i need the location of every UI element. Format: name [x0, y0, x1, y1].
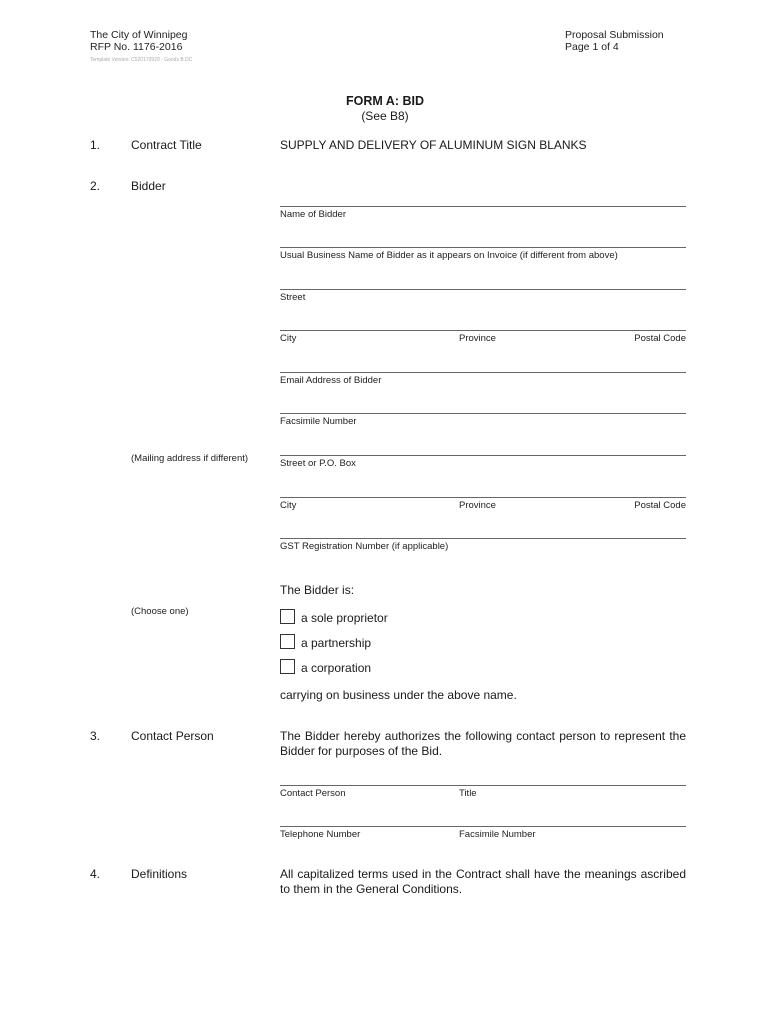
mailing-city-caption: City [280, 500, 297, 511]
name-of-bidder-line[interactable] [280, 206, 686, 207]
email-caption: Email Address of Bidder [280, 375, 382, 386]
sole-proprietor-checkbox[interactable] [280, 609, 295, 624]
fax-caption: Facsimile Number [280, 416, 357, 427]
mailing-street-caption: Street or P.O. Box [280, 458, 356, 469]
mailing-province-caption: Province [459, 500, 496, 511]
form-subtitle: (See B8) [361, 109, 409, 123]
corporation-checkbox[interactable] [280, 659, 295, 674]
section-number: 4. [90, 867, 101, 881]
header-template-version: Template Version: C520170929 - Goods B.DC [90, 57, 193, 63]
city-caption: City [280, 333, 297, 344]
contact-person-line[interactable] [280, 785, 686, 786]
street-caption: Street [280, 292, 306, 303]
choose-one-label: (Choose one) [131, 606, 189, 617]
province-caption: Province [459, 333, 496, 344]
contact-fax-caption: Facsimile Number [459, 829, 536, 840]
mailing-postal-code-caption: Postal Code [634, 500, 686, 511]
street-line[interactable] [280, 289, 686, 290]
business-name-line[interactable] [280, 247, 686, 248]
bidder-label: Bidder [131, 179, 166, 193]
section-number: 1. [90, 138, 101, 152]
fax-line[interactable] [280, 413, 686, 414]
gst-caption: GST Registration Number (if applicable) [280, 541, 449, 552]
definitions-label: Definitions [131, 867, 188, 881]
corporation-label: a corporation [301, 661, 372, 675]
contact-person-caption: Contact Person [280, 788, 346, 799]
contract-title-label: Contract Title [131, 138, 202, 152]
contact-authorization-text: The Bidder hereby authorizes the following contact person to represent the Bidder for purposes of the Bid. [280, 729, 686, 758]
contact-person-section-label: Contact Person [131, 729, 214, 743]
email-line[interactable] [280, 372, 686, 373]
partnership-label: a partnership [301, 636, 372, 650]
mailing-street-line[interactable] [280, 455, 686, 456]
name-of-bidder-caption: Name of Bidder [280, 209, 347, 220]
header-page: Page 1 of 4 [565, 41, 619, 53]
gst-line[interactable] [280, 538, 686, 539]
form-title: FORM A: BID [346, 94, 424, 108]
definitions-text: All capitalized terms used in the Contract shall have the meanings ascribed to them in the General Conditions. [280, 867, 686, 896]
bidder-is-heading: The Bidder is: [280, 583, 355, 597]
header-submission: Proposal Submission [565, 29, 664, 41]
carrying-on-business-text: carrying on business under the above name. [280, 688, 517, 702]
postal-code-caption: Postal Code [634, 333, 686, 344]
mailing-city-line[interactable] [280, 497, 686, 498]
contract-title-value: SUPPLY AND DELIVERY OF ALUMINUM SIGN BLANKS [280, 138, 587, 152]
section-number: 2. [90, 179, 101, 193]
section-number: 3. [90, 729, 101, 743]
header-org: The City of Winnipeg [90, 29, 188, 41]
telephone-line[interactable] [280, 826, 686, 827]
business-name-caption: Usual Business Name of Bidder as it appears on Invoice (if different from above) [280, 250, 618, 261]
city-line[interactable] [280, 330, 686, 331]
header-rfp: RFP No. 1176-2016 [90, 41, 183, 53]
contact-title-caption: Title [459, 788, 477, 799]
sole-proprietor-label: a sole proprietor [301, 611, 388, 625]
partnership-checkbox[interactable] [280, 634, 295, 649]
mailing-address-label: (Mailing address if different) [131, 453, 249, 464]
telephone-caption: Telephone Number [280, 829, 361, 840]
